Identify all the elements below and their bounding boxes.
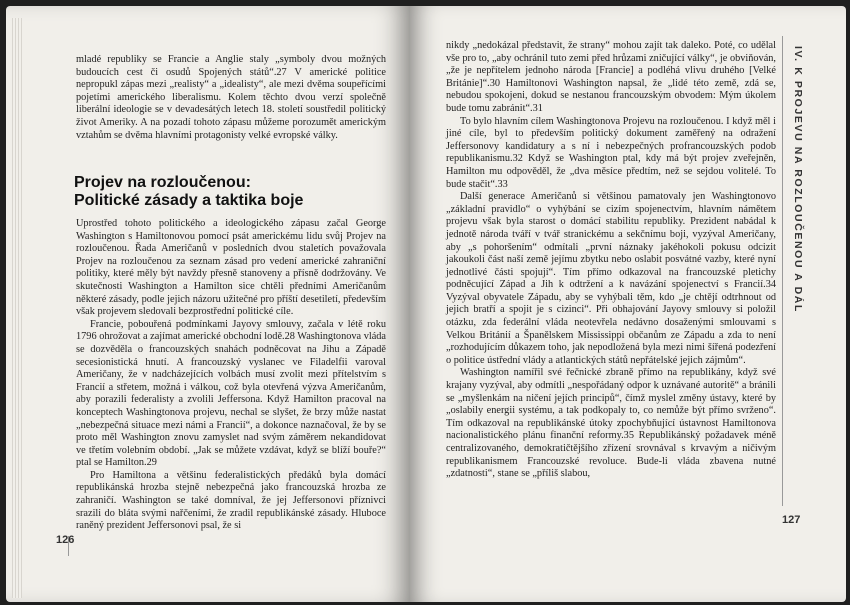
left-page xyxy=(6,6,410,602)
paragraph: Pro Hamiltona a většinu federalistických předáků byla domácí republikánská hrozba stejně nebezpečná jako francouzská hrozba ze zahraničí. Washington se také domníval, že jej Jeffersonovi příznivci srazili do bláta svými nařčeními, že zradil republikánské zásady. Hluboce raněný prezident Jeffersonovi psal, že si xyxy=(76,469,386,532)
paragraph: To bylo hlavním cílem Washingtonova Projevu na rozloučenou. I když měl i jiné cíle, byl to především politický dokument zaměřený na odražení Jeffersonovy kandidatury a s ní i nebezpečných profrancouzských podob republikanismu.32 Když se Washington ptal, kdy má být projev zveřejněn, Hamilton mu odpověděl, že „dva měsíce předtím, než se sejdou volitelé. To bude stačit“.33 xyxy=(446,115,776,190)
page-number-right: 127 xyxy=(782,514,801,526)
paragraph: Uprostřed tohoto politického a ideologického zápasu začal George Washington s Hamiltonovou pomocí psát americkému lidu svůj Projev na rozloučenou. Řada Američanů v posledních dvou staletích považovala Projev na rozloučenou za seznam zásad pro vedení americké zahraniční politiky, které měly být navždy přesně stanoveny a přísně dodržovány. Ve skutečnosti Washington a Hamilton sice chtěli předními Američanům některé zásady, podle jejich názoru užitečné pro příští desetiletí, především však projevem sledovali bezprostřední politické cíle. xyxy=(76,218,386,318)
paragraph: nikdy „nedokázal představit, že strany“ mohou zajít tak daleko. Poté, co udělal vše pro to, „aby ochránil tuto zemi před hrůzami zničující války“, je obviňován, „že je nepřítelem jednoho národa [Francie] a podléhá vlivu druhého [Velké Británie]“.30 Hamiltonovi Washington napsal, že „lidé této země, zdá se, nebudou spokojeni, dokud se nestanou francouzským obvodem: Mým úkolem bude tomu zabránit“.31 xyxy=(446,40,776,114)
paragraph: Další generace Američanů si většinou pamatovaly jen Washingtonovo „základní pravidlo“ o vyhýbání se cizím spojenectvím, hlavním námětem projevu však byla starost o domácí stabilitu republiky. Prezident nabádal k jednotě národa tváří v tvář stranickému a sekčnímu boji, vyzýval Američany, aby „s pohoršením“ odmítali „první náznaky jakéhokoli pokusu odcizit jakoukoli část naší země jejímu zbytku nebo oslabit posvátné vazby, které nyní jednotlivé části spojují“. Tím přímo odkazoval na francouzské pletichy podněcující Západ a Jih k odtržení a k navázání spojenectví s Francií.34 Vyzýval obyvatele Západu, aby se vyhýbali těm, kdo „je chtějí odtrhnout od jejich bratří a spojit je s cizinci“. Při obhajování Jayovy smlouvy si položil otázku, zda federální vláda neotevřela nedávno dosaženými smlouvami s Velkou Británií a Španělskem Mississippi občanům ze Západu a zda to není „rozhodujícím důkazem toho, jak nepodložená byla mezi nimi šířená podezření o politice ústřední vlády a atlantických států nepřátelské jejich zájmům“. xyxy=(446,191,776,366)
heading-line-1: Projev na rozloučenou: xyxy=(74,174,251,191)
paragraph: mladé republiky se Francie a Anglie staly „symboly dvou možných budoucích cest či osudů Spojených států“.27 V americké politice nepropukl zápas mezi „realisty“ a „idealisty“, ale mezi dvěma soupeřícími pojetími amerického liberalismu. Kolem těchto dvou verzí společně liberální ideologie se v devadesátých letech 18. století soustředil politický život Ameriky. A na pozadí tohoto zápasu můžeme porozumět americkým vztahům se dvěma hlavními protagonisty velké evropské války. xyxy=(76,54,386,141)
paragraph: Francie, pobouřená podmínkami Jayovy smlouvy, začala v létě roku 1796 ohrožovat a zajímat americké obchodní lodě.28 Washingtonova vláda se dozvěděla o francouzských snahách podněcovat na Jihu a Západě secesionistická hnutí. A francouzský vyslanec ve Filadelfii varoval Američany, že v nadcházejících volbách musí zvolit mezi přítelstvím s Francií a střetem, možná i válkou, což byla otevřená výzva Američanům, aby porazili federalisty a zvolili Jeffersona. Když Hamilton pracoval na konceptech Washingtonova projevu, nechal se slyšet, že brzy může nastat „nebezpečná situace mezi námi a Francií“, a dokonce naznačoval, že by se proto měl Washington znovu zamyslet nad svým záměrem nekandidovat ve třetím volebním období. „Jak se můžete vzdávat, když se blíží bouře?“ ptal se Hamilton.29 xyxy=(76,318,386,469)
left-body-text xyxy=(76,218,386,533)
section-heading xyxy=(74,174,374,210)
page-edges xyxy=(12,18,22,598)
page-number-left: 126 xyxy=(56,534,75,546)
right-body-text xyxy=(446,40,776,481)
right-page xyxy=(410,6,846,602)
margin-rule xyxy=(782,36,783,506)
left-intro-text xyxy=(76,54,386,142)
running-head: IV. K PROJEVU NA ROZLOUČENOU A DÁL xyxy=(792,46,804,313)
heading-line-2: Politické zásady a taktika boje xyxy=(74,192,304,209)
paragraph: Washington namířil své řečnické zbraně přímo na republikány, když své krajany vyzýval, aby odmítli „nespořádaný odpor k uznávané autoritě“ a bránili se „myšlenkám na ničení jejích principů“, čímž myslel změny ústavy, které by „oslabily energii systému, a tak podkopaly to, co nemůže být přímo svrženo“. Tím odkazoval na republikánské útoky zpochybňující ústavnost Hamiltonova nacionalistického plánu finanční reformy.35 Republikánský požadavek méně centralizovaného, demokratičtějšího zřízení srovnával s krvavým a ničivým republikanismem Francouzské revoluce. Bude-li vláda zbavena nutné „zdatnosti“, stane se „příliš slabou, xyxy=(446,367,776,480)
